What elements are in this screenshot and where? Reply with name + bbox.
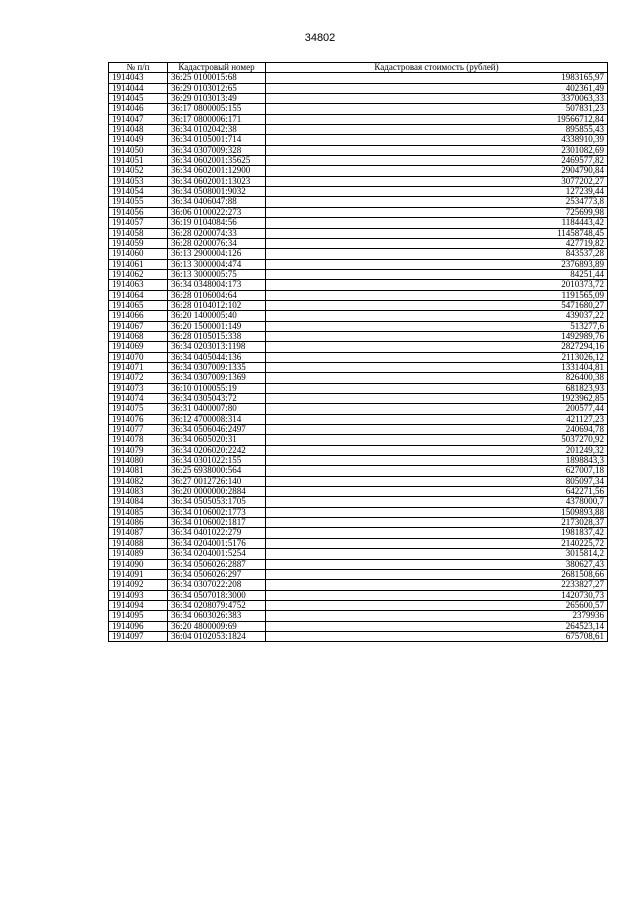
table-row xyxy=(109,290,608,300)
cadastral-number-cell: 36:20 0000000:2884 xyxy=(168,487,266,497)
table-row xyxy=(109,466,608,476)
table-row xyxy=(109,518,608,528)
row-number-cell: 1914057 xyxy=(109,218,168,228)
cadastral-value-cell: 3370063,33 xyxy=(266,94,608,104)
cadastral-number-cell: 36:20 4800009:69 xyxy=(168,621,266,631)
table-row xyxy=(109,238,608,248)
table-row xyxy=(109,404,608,414)
cadastral-number-cell: 36:34 0102042:38 xyxy=(168,125,266,135)
row-number-cell: 1914080 xyxy=(109,456,168,466)
row-number-cell: 1914064 xyxy=(109,290,168,300)
table-row xyxy=(109,125,608,135)
cadastral-value-cell: 675708,61 xyxy=(266,631,608,641)
row-number-cell: 1914044 xyxy=(109,83,168,93)
cadastral-number-cell: 36:25 6938000:564 xyxy=(168,466,266,476)
row-number-cell: 1914046 xyxy=(109,104,168,114)
row-number-cell: 1914069 xyxy=(109,342,168,352)
row-number-cell: 1914061 xyxy=(109,259,168,269)
table-row xyxy=(109,414,608,424)
cadastral-value-cell: 84251,44 xyxy=(266,269,608,279)
cadastral-value-cell: 2827294,16 xyxy=(266,342,608,352)
table-row xyxy=(109,218,608,228)
table-row xyxy=(109,425,608,435)
row-number-cell: 1914097 xyxy=(109,631,168,641)
cadastral-value-cell: 1184443,42 xyxy=(266,218,608,228)
table-row xyxy=(109,300,608,310)
table-row xyxy=(109,104,608,114)
row-number-cell: 1914049 xyxy=(109,135,168,145)
cadastral-number-cell: 36:13 2900004:126 xyxy=(168,249,266,259)
row-number-cell: 1914091 xyxy=(109,569,168,579)
cadastral-value-cell: 3015814,2 xyxy=(266,549,608,559)
cadastral-value-table xyxy=(108,62,608,642)
table-row xyxy=(109,207,608,217)
cadastral-number-cell: 36:28 0105015:338 xyxy=(168,331,266,341)
cadastral-number-cell: 36:34 0307022:208 xyxy=(168,580,266,590)
row-number-cell: 1914086 xyxy=(109,518,168,528)
cadastral-value-cell: 2233827,27 xyxy=(266,580,608,590)
cadastral-value-cell: 642271,56 xyxy=(266,487,608,497)
row-number-cell: 1914081 xyxy=(109,466,168,476)
table-row xyxy=(109,590,608,600)
row-number-cell: 1914051 xyxy=(109,156,168,166)
table-row xyxy=(109,311,608,321)
cadastral-number-cell: 36:06 0100022:273 xyxy=(168,207,266,217)
cadastral-value-cell: 2904790,84 xyxy=(266,166,608,176)
cadastral-number-cell: 36:28 0200076:34 xyxy=(168,238,266,248)
cadastral-number-cell: 36:34 0602001:13023 xyxy=(168,176,266,186)
row-number-cell: 1914071 xyxy=(109,362,168,372)
cadastral-number-cell: 36:34 0203013:1198 xyxy=(168,342,266,352)
cadastral-number-cell: 36:13 3000005:75 xyxy=(168,269,266,279)
cadastral-number-cell: 36:19 0104084:56 xyxy=(168,218,266,228)
table-row xyxy=(109,269,608,279)
row-number-cell: 1914085 xyxy=(109,507,168,517)
table-row xyxy=(109,280,608,290)
cadastral-number-cell: 36:31 0400007:80 xyxy=(168,404,266,414)
cadastral-value-cell: 402361,49 xyxy=(266,83,608,93)
row-number-cell: 1914072 xyxy=(109,373,168,383)
cadastral-value-cell: 1509893,88 xyxy=(266,507,608,517)
cadastral-number-cell: 36:28 0106004:64 xyxy=(168,290,266,300)
row-number-cell: 1914048 xyxy=(109,125,168,135)
table-row xyxy=(109,435,608,445)
table-row xyxy=(109,228,608,238)
row-number-cell: 1914074 xyxy=(109,394,168,404)
cadastral-value-cell: 240694,78 xyxy=(266,425,608,435)
cadastral-number-cell: 36:34 0507018:3000 xyxy=(168,590,266,600)
table-row xyxy=(109,166,608,176)
cadastral-value-cell: 843537,28 xyxy=(266,249,608,259)
cadastral-value-cell: 1898843,3 xyxy=(266,456,608,466)
cadastral-number-cell: 36:34 0605020:31 xyxy=(168,435,266,445)
cadastral-value-cell: 4378000,7 xyxy=(266,497,608,507)
cadastral-number-cell: 36:34 0204001:5254 xyxy=(168,549,266,559)
cadastral-value-cell: 805097,34 xyxy=(266,476,608,486)
cadastral-number-cell: 36:34 0603026:383 xyxy=(168,611,266,621)
cadastral-number-cell: 36:34 0106002:1773 xyxy=(168,507,266,517)
row-number-cell: 1914052 xyxy=(109,166,168,176)
cadastral-value-cell: 1981837,42 xyxy=(266,528,608,538)
row-number-cell: 1914092 xyxy=(109,580,168,590)
row-number-cell: 1914070 xyxy=(109,352,168,362)
cadastral-value-cell: 264523,14 xyxy=(266,621,608,631)
cadastral-value-cell: 2010373,72 xyxy=(266,280,608,290)
row-number-cell: 1914058 xyxy=(109,228,168,238)
table-row xyxy=(109,145,608,155)
cadastral-value-cell: 1191565,09 xyxy=(266,290,608,300)
row-number-cell: 1914090 xyxy=(109,559,168,569)
cadastral-number-cell: 36:34 0106002:1817 xyxy=(168,518,266,528)
table-row xyxy=(109,114,608,124)
cadastral-number-cell: 36:29 0103013:49 xyxy=(168,94,266,104)
table-row xyxy=(109,538,608,548)
table-row xyxy=(109,187,608,197)
cadastral-number-cell: 36:27 0012726:140 xyxy=(168,476,266,486)
cadastral-number-cell: 36:17 0800006:171 xyxy=(168,114,266,124)
cadastral-value-cell: 2379936 xyxy=(266,611,608,621)
row-number-cell: 1914063 xyxy=(109,280,168,290)
cadastral-number-cell: 36:34 0506026:2887 xyxy=(168,559,266,569)
table-row xyxy=(109,176,608,186)
row-number-cell: 1914088 xyxy=(109,538,168,548)
cadastral-value-cell: 127239,44 xyxy=(266,187,608,197)
table-row xyxy=(109,559,608,569)
row-number-cell: 1914055 xyxy=(109,197,168,207)
row-number-cell: 1914067 xyxy=(109,321,168,331)
cadastral-value-cell: 2469577,82 xyxy=(266,156,608,166)
cadastral-number-cell: 36:34 0206020:2242 xyxy=(168,445,266,455)
header-row-number: № п/п xyxy=(109,63,168,73)
row-number-cell: 1914083 xyxy=(109,487,168,497)
table-row xyxy=(109,94,608,104)
cadastral-number-cell: 36:34 0405044:136 xyxy=(168,352,266,362)
row-number-cell: 1914065 xyxy=(109,300,168,310)
row-number-cell: 1914045 xyxy=(109,94,168,104)
cadastral-number-cell: 36:34 0602001:12900 xyxy=(168,166,266,176)
row-number-cell: 1914047 xyxy=(109,114,168,124)
cadastral-value-cell: 421127,23 xyxy=(266,414,608,424)
page-number: 34802 xyxy=(304,32,336,44)
table-row xyxy=(109,135,608,145)
row-number-cell: 1914087 xyxy=(109,528,168,538)
row-number-cell: 1914096 xyxy=(109,621,168,631)
cadastral-value-cell: 507831,23 xyxy=(266,104,608,114)
table-row xyxy=(109,373,608,383)
row-number-cell: 1914054 xyxy=(109,187,168,197)
row-number-cell: 1914095 xyxy=(109,611,168,621)
row-number-cell: 1914076 xyxy=(109,414,168,424)
table-header-row xyxy=(109,63,608,73)
row-number-cell: 1914094 xyxy=(109,600,168,610)
table-row xyxy=(109,394,608,404)
cadastral-value-cell: 513277,6 xyxy=(266,321,608,331)
cadastral-number-cell: 36:34 0307009:1369 xyxy=(168,373,266,383)
cadastral-number-cell: 36:34 0208079:4752 xyxy=(168,600,266,610)
cadastral-number-cell: 36:29 0103012:65 xyxy=(168,83,266,93)
table-row xyxy=(109,580,608,590)
cadastral-number-cell: 36:28 0200074:33 xyxy=(168,228,266,238)
cadastral-value-cell: 265600,57 xyxy=(266,600,608,610)
row-number-cell: 1914089 xyxy=(109,549,168,559)
cadastral-number-cell: 36:10 0100055:19 xyxy=(168,383,266,393)
row-number-cell: 1914093 xyxy=(109,590,168,600)
row-number-cell: 1914059 xyxy=(109,238,168,248)
table-row xyxy=(109,487,608,497)
cadastral-value-cell: 19566712,84 xyxy=(266,114,608,124)
cadastral-value-cell: 201249,32 xyxy=(266,445,608,455)
cadastral-value-cell: 627007,18 xyxy=(266,466,608,476)
cadastral-value-cell: 1331404,81 xyxy=(266,362,608,372)
row-number-cell: 1914077 xyxy=(109,425,168,435)
table-row xyxy=(109,83,608,93)
cadastral-number-cell: 36:34 0307009:1335 xyxy=(168,362,266,372)
cadastral-number-cell: 36:34 0508001:9032 xyxy=(168,187,266,197)
cadastral-number-cell: 36:34 0348004:173 xyxy=(168,280,266,290)
row-number-cell: 1914079 xyxy=(109,445,168,455)
table-row xyxy=(109,383,608,393)
cadastral-value-cell: 1492989,76 xyxy=(266,331,608,341)
cadastral-value-cell: 826400,38 xyxy=(266,373,608,383)
row-number-cell: 1914068 xyxy=(109,331,168,341)
cadastral-number-cell: 36:34 0105001:714 xyxy=(168,135,266,145)
cadastral-value-cell: 439037,22 xyxy=(266,311,608,321)
cadastral-number-cell: 36:34 0401022:279 xyxy=(168,528,266,538)
table-row xyxy=(109,528,608,538)
row-number-cell: 1914084 xyxy=(109,497,168,507)
cadastral-number-cell: 36:34 0307009:328 xyxy=(168,145,266,155)
cadastral-number-cell: 36:34 0305043:72 xyxy=(168,394,266,404)
cadastral-value-cell: 11458748,45 xyxy=(266,228,608,238)
header-cadastral-value: Кадастровая стоимость (рублей) xyxy=(266,63,608,73)
table-row xyxy=(109,342,608,352)
row-number-cell: 1914050 xyxy=(109,145,168,155)
cadastral-value-cell: 895855,43 xyxy=(266,125,608,135)
table-row xyxy=(109,259,608,269)
cadastral-number-cell: 36:13 3000004:474 xyxy=(168,259,266,269)
row-number-cell: 1914056 xyxy=(109,207,168,217)
table-row xyxy=(109,156,608,166)
cadastral-number-cell: 36:34 0505053:1705 xyxy=(168,497,266,507)
table-row xyxy=(109,445,608,455)
row-number-cell: 1914060 xyxy=(109,249,168,259)
cadastral-value-cell: 2534773,8 xyxy=(266,197,608,207)
row-number-cell: 1914053 xyxy=(109,176,168,186)
cadastral-value-cell: 427719,82 xyxy=(266,238,608,248)
table-row xyxy=(109,249,608,259)
table-row xyxy=(109,507,608,517)
cadastral-number-cell: 36:17 0800005:155 xyxy=(168,104,266,114)
header-cadastral-number: Кадастровый номер xyxy=(168,63,266,73)
cadastral-value-cell: 4338910,39 xyxy=(266,135,608,145)
table-row xyxy=(109,569,608,579)
table-row xyxy=(109,621,608,631)
cadastral-value-cell: 2376893,89 xyxy=(266,259,608,269)
row-number-cell: 1914078 xyxy=(109,435,168,445)
cadastral-number-cell: 36:34 0204001:5176 xyxy=(168,538,266,548)
row-number-cell: 1914066 xyxy=(109,311,168,321)
cadastral-value-cell: 1420730,73 xyxy=(266,590,608,600)
table-row xyxy=(109,611,608,621)
cadastral-value-cell: 3077202,27 xyxy=(266,176,608,186)
cadastral-value-cell: 5471680,27 xyxy=(266,300,608,310)
cadastral-number-cell: 36:34 0406047:88 xyxy=(168,197,266,207)
table-row xyxy=(109,456,608,466)
cadastral-number-cell: 36:34 0506046:2497 xyxy=(168,425,266,435)
cadastral-value-cell: 5037270,92 xyxy=(266,435,608,445)
table-row xyxy=(109,197,608,207)
cadastral-value-cell: 2681508,66 xyxy=(266,569,608,579)
cadastral-number-cell: 36:28 0104012:102 xyxy=(168,300,266,310)
cadastral-value-cell: 2173028,37 xyxy=(266,518,608,528)
cadastral-value-cell: 1923962,85 xyxy=(266,394,608,404)
table-row xyxy=(109,321,608,331)
cadastral-number-cell: 36:04 0102053:1824 xyxy=(168,631,266,641)
row-number-cell: 1914075 xyxy=(109,404,168,414)
cadastral-value-cell: 681823,93 xyxy=(266,383,608,393)
cadastral-value-cell: 2113026,12 xyxy=(266,352,608,362)
table-row xyxy=(109,73,608,83)
cadastral-number-cell: 36:34 0301022:155 xyxy=(168,456,266,466)
cadastral-value-cell: 380627,43 xyxy=(266,559,608,569)
table-row xyxy=(109,497,608,507)
row-number-cell: 1914073 xyxy=(109,383,168,393)
row-number-cell: 1914062 xyxy=(109,269,168,279)
table-row xyxy=(109,631,608,641)
cadastral-value-cell: 1983165,97 xyxy=(266,73,608,83)
cadastral-number-cell: 36:34 0602001:35625 xyxy=(168,156,266,166)
table-row xyxy=(109,352,608,362)
cadastral-value-cell: 2140225,72 xyxy=(266,538,608,548)
cadastral-number-cell: 36:12 4700008:314 xyxy=(168,414,266,424)
table-row xyxy=(109,476,608,486)
cadastral-number-cell: 36:20 1500001:149 xyxy=(168,321,266,331)
table-row xyxy=(109,362,608,372)
cadastral-value-cell: 200577,44 xyxy=(266,404,608,414)
cadastral-number-cell: 36:25 0100015:68 xyxy=(168,73,266,83)
table-row xyxy=(109,331,608,341)
cadastral-value-cell: 725699,98 xyxy=(266,207,608,217)
row-number-cell: 1914043 xyxy=(109,73,168,83)
cadastral-value-cell: 2301082,69 xyxy=(266,145,608,155)
row-number-cell: 1914082 xyxy=(109,476,168,486)
cadastral-number-cell: 36:20 1400005:40 xyxy=(168,311,266,321)
table-row xyxy=(109,549,608,559)
cadastral-number-cell: 36:34 0506026:297 xyxy=(168,569,266,579)
table-row xyxy=(109,600,608,610)
